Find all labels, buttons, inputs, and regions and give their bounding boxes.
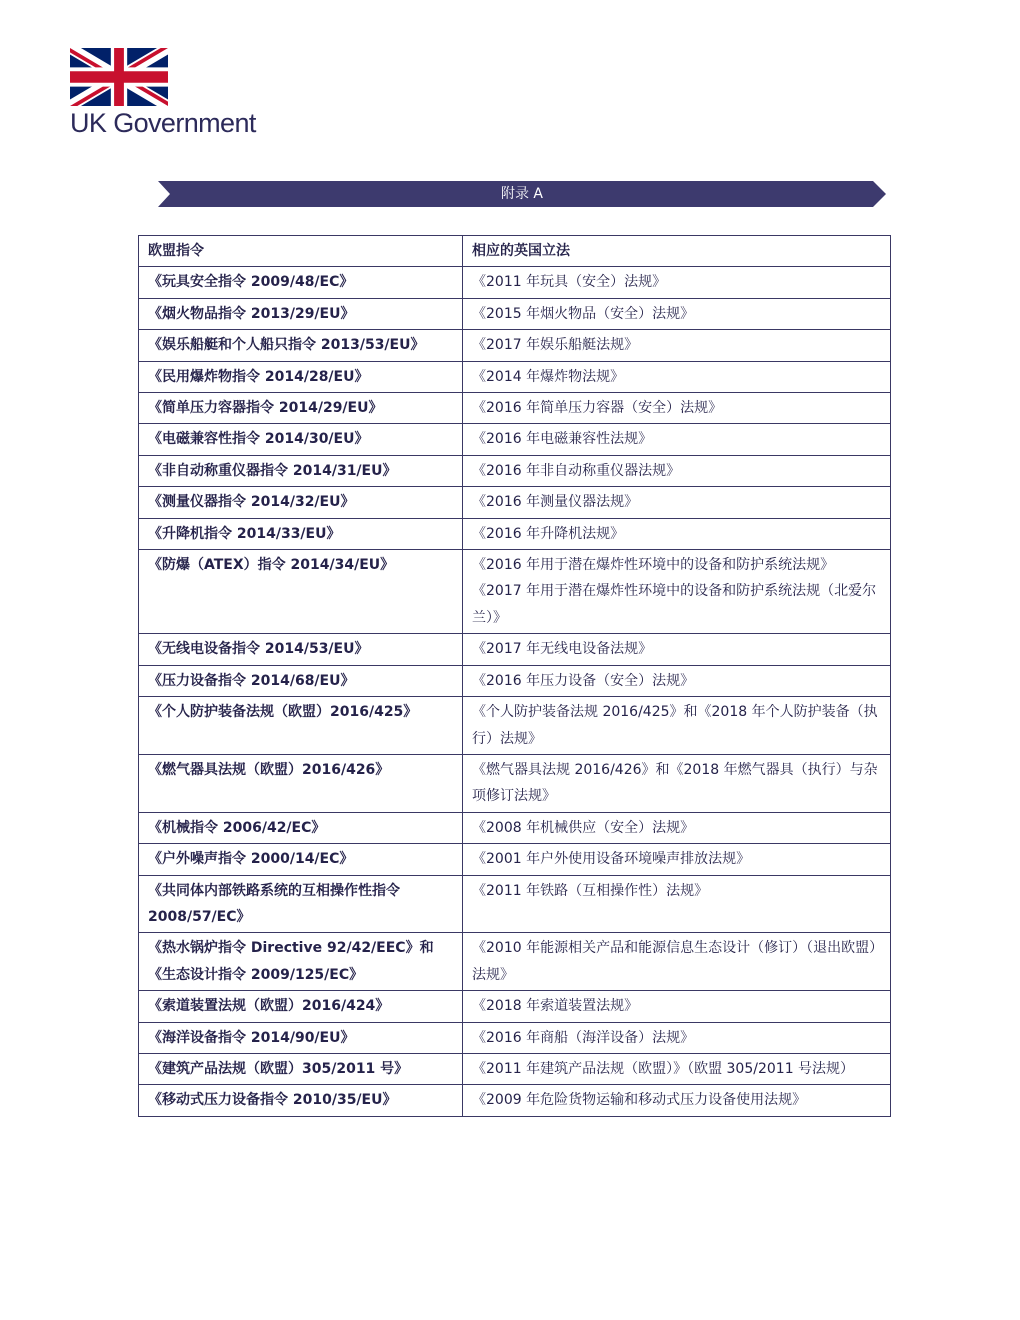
- uk-legislation-cell: [463, 634, 891, 665]
- uk-legislation-cell: [463, 754, 891, 812]
- table-row: [139, 933, 891, 991]
- directive-table: [138, 235, 891, 1117]
- table-row: [139, 393, 891, 424]
- uk-government-logo: [70, 48, 280, 139]
- eu-directive-cell: 《热水锅炉指令 Directive 92/42/EEC》和《生态设计指令 2009/125/EC》: [139, 933, 463, 991]
- uk-legislation-cell: [463, 812, 891, 843]
- uk-legislation-cell: [463, 933, 891, 991]
- eu-directive-cell: 《测量仪器指令 2014/32/EU》: [139, 487, 463, 518]
- uk-legislation-text: 《2017 年无线电设备法规》: [472, 641, 653, 658]
- uk-legislation-cell: [463, 550, 891, 634]
- table-row: [139, 991, 891, 1022]
- table-row: [139, 298, 891, 329]
- appendix-banner: [158, 181, 886, 207]
- eu-directive-cell: 《民用爆炸物指令 2014/28/EU》: [139, 361, 463, 392]
- header-uk-legislation: 相应的英国立法: [463, 236, 891, 267]
- uk-legislation-cell: [463, 697, 891, 755]
- table-row: [139, 1022, 891, 1053]
- uk-legislation-text: 《2011 年建筑产品法规（欧盟）》（欧盟 305/2011 号法规）: [472, 1060, 855, 1077]
- uk-legislation-text: 《2016 年非自动称重仪器法规》: [472, 462, 681, 479]
- uk-legislation-cell: [463, 844, 891, 875]
- logo-text: UK Government: [70, 108, 256, 138]
- uk-legislation-cell: [463, 991, 891, 1022]
- uk-legislation-text: 《2016 年升降机法规》: [472, 525, 625, 542]
- table-row: [139, 455, 891, 486]
- uk-legislation-cell: [463, 267, 891, 298]
- table-row: [139, 634, 891, 665]
- eu-directive-cell: 《烟火物品指令 2013/29/EU》: [139, 298, 463, 329]
- table-row: [139, 844, 891, 875]
- uk-legislation-text: 《个人防护装备法规 2016/425》和《2018 年个人防护装备（执行）法规》: [472, 704, 878, 747]
- uk-legislation-cell: [463, 665, 891, 696]
- table-row: [139, 1085, 891, 1116]
- eu-directive-cell: 《玩具安全指令 2009/48/EC》: [139, 267, 463, 298]
- table-row: [139, 550, 891, 634]
- uk-legislation-text: 《燃气器具法规 2016/426》和《2018 年燃气器具（执行）与杂项修订法规》: [472, 761, 878, 805]
- uk-legislation-text: 《2016 年电磁兼容性法规》: [472, 431, 653, 448]
- union-jack-icon: [70, 48, 168, 106]
- uk-legislation-text: 《2009 年危险货物运输和移动式压力设备使用法规》: [472, 1092, 807, 1109]
- eu-directive-cell: 《索道装置法规（欧盟）2016/424》: [139, 991, 463, 1022]
- uk-legislation-cell: [463, 518, 891, 549]
- table-row: [139, 361, 891, 392]
- uk-legislation-text: 《2017 年娱乐船艇法规》: [472, 337, 639, 354]
- table-row: [139, 697, 891, 755]
- uk-legislation-text: 《2016 年商船（海洋设备）法规》: [472, 1029, 695, 1046]
- eu-directive-cell: 《防爆（ATEX）指令 2014/34/EU》: [139, 550, 463, 634]
- eu-directive-cell: 《压力设备指令 2014/68/EU》: [139, 665, 463, 696]
- uk-legislation-text: 《2008 年机械供应（安全）法规》: [472, 819, 695, 836]
- uk-legislation-text: 《2016 年测量仪器法规》: [472, 494, 639, 511]
- banner-title: 附录 A: [500, 186, 544, 202]
- uk-legislation-text: 《2011 年铁路（互相操作性）法规》: [472, 882, 709, 899]
- eu-directive-cell: 《电磁兼容性指令 2014/30/EU》: [139, 424, 463, 455]
- eu-directive-cell: 《娱乐船艇和个人船只指令 2013/53/EU》: [139, 330, 463, 361]
- eu-directive-cell: 《非自动称重仪器指令 2014/31/EU》: [139, 455, 463, 486]
- uk-legislation-cell: [463, 1022, 891, 1053]
- table-row: [139, 875, 891, 933]
- uk-legislation-text: 《2011 年玩具（安全）法规》: [472, 274, 667, 291]
- uk-legislation-text: 《2017 年用于潜在爆炸性环境中的设备和防护系统法规（北爱尔兰）》: [472, 583, 877, 626]
- uk-legislation-cell: [463, 1053, 891, 1084]
- table-row: [139, 424, 891, 455]
- uk-legislation-text: 《2015 年烟火物品（安全）法规》: [472, 305, 695, 322]
- uk-legislation-cell: [463, 455, 891, 486]
- uk-legislation-cell: [463, 487, 891, 518]
- uk-legislation-text: 《2016 年压力设备（安全）法规》: [472, 672, 695, 689]
- eu-directive-cell: 《机械指令 2006/42/EC》: [139, 812, 463, 843]
- uk-legislation-text: 《2014 年爆炸物法规》: [472, 368, 625, 385]
- uk-legislation-text: 《2001 年户外使用设备环境噪声排放法规》: [472, 851, 751, 868]
- eu-directive-cell: 《个人防护装备法规（欧盟）2016/425》: [139, 697, 463, 755]
- uk-legislation-cell: [463, 424, 891, 455]
- table-row: [139, 812, 891, 843]
- eu-directive-cell: 《海洋设备指令 2014/90/EU》: [139, 1022, 463, 1053]
- eu-directive-cell: 《无线电设备指令 2014/53/EU》: [139, 634, 463, 665]
- table-body: [139, 267, 891, 1116]
- uk-legislation-cell: [463, 298, 891, 329]
- table-row: [139, 665, 891, 696]
- uk-legislation-text: 《2018 年索道装置法规》: [472, 998, 639, 1015]
- table-header-row: [139, 236, 891, 267]
- table-row: [139, 754, 891, 812]
- eu-directive-cell: 《燃气器具法规（欧盟）2016/426》: [139, 754, 463, 812]
- table-row: [139, 487, 891, 518]
- table-row: [139, 1053, 891, 1084]
- uk-legislation-cell: [463, 330, 891, 361]
- uk-legislation-text: 《2016 年简单压力容器（安全）法规》: [472, 400, 723, 417]
- uk-legislation-cell: [463, 393, 891, 424]
- uk-legislation-cell: [463, 361, 891, 392]
- uk-legislation-text: 《2016 年用于潜在爆炸性环境中的设备和防护系统法规》: [472, 557, 835, 574]
- table-row: [139, 267, 891, 298]
- uk-legislation-text: 《2010 年能源相关产品和能源信息生态设计（修订）（退出欧盟）法规》: [472, 940, 877, 983]
- eu-directive-cell: 《共同体内部铁路系统的互相操作性指令 2008/57/EC》: [139, 875, 463, 933]
- eu-directive-cell: 《户外噪声指令 2000/14/EC》: [139, 844, 463, 875]
- uk-legislation-cell: [463, 875, 891, 933]
- eu-directive-cell: 《简单压力容器指令 2014/29/EU》: [139, 393, 463, 424]
- eu-directive-cell: 《升降机指令 2014/33/EU》: [139, 518, 463, 549]
- table-row: [139, 518, 891, 549]
- header-eu-directive: 欧盟指令: [139, 236, 463, 267]
- table-row: [139, 330, 891, 361]
- eu-directive-cell: 《建筑产品法规（欧盟）305/2011 号》: [139, 1053, 463, 1084]
- uk-legislation-cell: [463, 1085, 891, 1116]
- eu-directive-cell: 《移动式压力设备指令 2010/35/EU》: [139, 1085, 463, 1116]
